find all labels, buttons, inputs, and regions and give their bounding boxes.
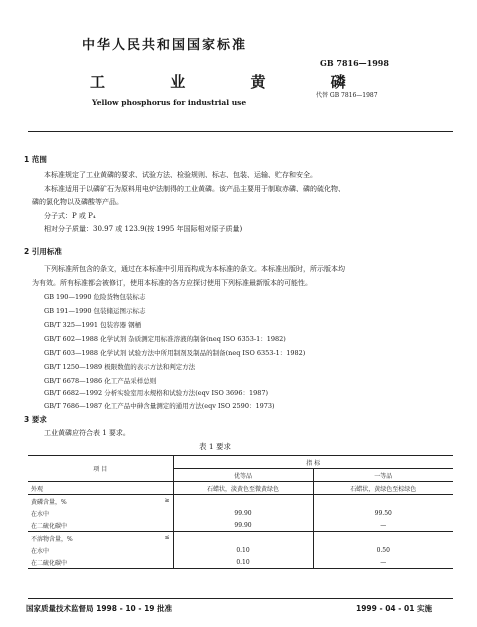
row-item: 在水中 (31, 510, 50, 518)
section-3-heading: 3 要求 (24, 415, 47, 424)
reference-item: GB/T 7686—1987 化工产品中砷含量测定的通用方法(eqv ISO 2590：1973) (44, 402, 275, 410)
standard-number: GB 7816—1998 (320, 58, 389, 68)
reference-item: GB 191—1990 包装储运图示标志 (44, 307, 146, 315)
reference-item: GB/T 6682—1992 分析实验室用水规格和试验方法(eqv ISO 3696：1987) (44, 389, 269, 397)
col-header-index: 指 标 (173, 456, 453, 469)
reference-item: GB 190—1990 危险货物包装标志 (44, 293, 146, 301)
reference-item: GB/T 603—1988 化学试剂 试验方法中所用制剂及制品的制备(neq ISO 6353-1：1982) (44, 349, 306, 357)
row-superior: 0.10 (173, 556, 313, 569)
table-row (28, 495, 453, 508)
row-item: 不溶物含量，% (31, 535, 73, 543)
row-item: 在二硫化碳中 (31, 559, 68, 567)
reference-item: GB/T 325—1991 包装容器 钢桶 (44, 321, 142, 329)
row-superior: 99.90 (173, 519, 313, 532)
section-2-heading: 2 引用标准 (24, 247, 62, 256)
english-title: Yellow phosphorus for industrial use (92, 98, 247, 107)
section-3-intro: 工业黄磷应符合表 1 要求。 (44, 429, 130, 437)
implementation-date: 1999 - 04 - 01 实施 (356, 604, 433, 613)
requirements-table (28, 455, 453, 569)
section-1-line: 磷的氯化物以及磷酸等产品。 (32, 198, 123, 206)
table-row (28, 532, 453, 545)
row-superior: 0.10 (173, 544, 313, 556)
row-item: 黄磷含量，% (31, 498, 67, 506)
row-superior (173, 532, 313, 545)
col-header-superior: 优等品 (173, 469, 313, 482)
national-standard-heading: 中华人民共和国国家标准 (82, 38, 248, 53)
section-2-line: 下列标准所包含的条文，通过在本标准中引用而构成为本标准的条文。本标准出版时，所示版本均 (44, 265, 345, 273)
replaces-note: 代替 GB 7816—1987 (316, 92, 378, 99)
row-item: 在水中 (31, 547, 50, 555)
section-1-heading: 1 范围 (24, 155, 47, 164)
col-header-first: 一等品 (313, 469, 453, 482)
table-row (28, 507, 453, 519)
table-row (28, 519, 453, 532)
approval-date: 国家质量技术监督局 1998 - 10 - 19 批准 (26, 604, 173, 613)
header-divider (28, 131, 453, 132)
row-superior: 99.90 (173, 507, 313, 519)
molecular-formula: 分子式：P 或 P₄ (44, 212, 96, 220)
table-row (28, 556, 453, 569)
row-first: 99.50 (313, 507, 453, 519)
molecular-mass: 相对分子质量：30.97 或 123.9(按 1995 年国际相对原子质量) (44, 225, 243, 233)
row-first (313, 532, 453, 545)
row-item: 外观 (31, 485, 44, 493)
row-item: 在二硫化碳中 (31, 522, 68, 530)
row-first (313, 495, 453, 508)
row-superior: 石蜡状，淡黄色至微黄绿色 (173, 482, 313, 495)
le-symbol: ≤ (164, 533, 170, 541)
row-first: — (313, 519, 453, 532)
reference-item: GB/T 602—1988 化学试剂 杂质测定用标准溶液的制备(neq ISO 6353-1：1982) (44, 335, 286, 343)
row-superior (173, 495, 313, 508)
table-row (28, 544, 453, 556)
footer-divider (28, 598, 453, 599)
reference-item: GB/T 1250—1989 极限数值的表示方法和判定方法 (44, 363, 196, 371)
row-first: 石蜡状，黄绿色至棕绿色 (313, 482, 453, 495)
table-row (28, 482, 453, 495)
row-first: 0.50 (313, 544, 453, 556)
section-1-line: 本标准规定了工业黄磷的要求、试验方法、检验规则、标志、包装、运输、贮存和安全。 (44, 171, 317, 179)
reference-item: GB/T 6678—1986 化工产品采样总则 (44, 377, 157, 385)
section-1-line: 本标准适用于以磷矿石为原料用电炉法制得的工业黄磷。该产品主要用于制取赤磷、磷的硫化物、 (44, 185, 345, 193)
section-2-line: 为有效。所有标准都会被修订，使用本标准的各方应探讨使用下列标准最新版本的可能性。 (32, 279, 312, 287)
ge-symbol: ≥ (164, 496, 170, 504)
table-caption: 表 1 要求 (199, 442, 232, 451)
row-first: — (313, 556, 453, 569)
document-title: 工 业 黄 磷 (90, 73, 376, 91)
col-header-item: 项 目 (28, 456, 173, 482)
